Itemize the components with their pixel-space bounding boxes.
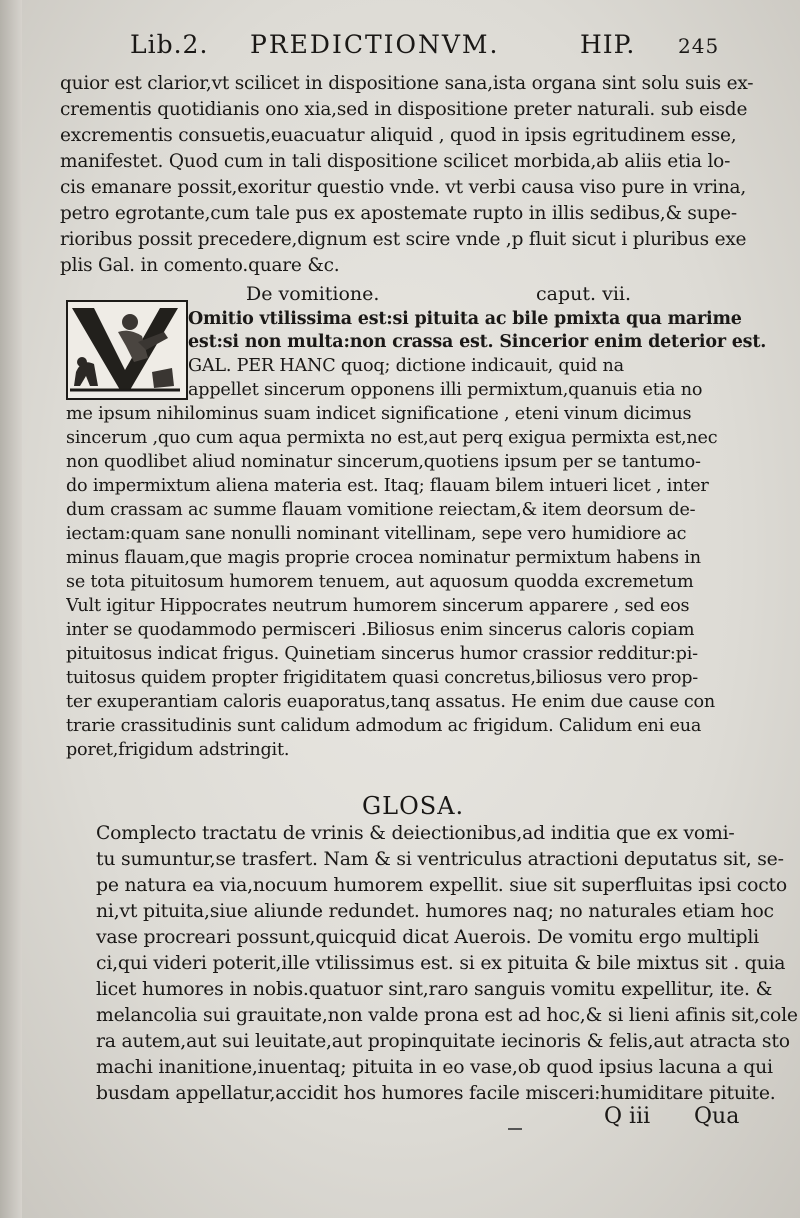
author-abbrev: HIP.: [580, 30, 636, 59]
gloss-line: ni,vt pituita,siue aliunde redundet. humores naq; no naturales etiam hoc: [96, 901, 774, 922]
text-line: rioribus possit precedere,dignum est scire vnde ,p fluit sicut i pluribus exe: [60, 229, 747, 250]
text-line: minus flauam,que magis proprie crocea nominatur permixtum habens in: [66, 548, 701, 568]
text-line: dum crassam ac summe flauam vomitione reiectam,& item deorsum de-: [66, 500, 696, 520]
gloss-line: busdam appellatur,accidit hos humores facile misceri:humiditare pituite.: [96, 1083, 776, 1104]
text-line: petro egrotante,cum tale pus ex apostemate rupto in illis sedibus,& supe-: [60, 203, 737, 224]
gloss-line: vase procreari possunt,quicquid dicat Auerois. De vomitu ergo multipli: [96, 927, 759, 948]
text-line: crementis quotidianis ono xia,sed in dispositione preter naturali. sub eisde: [60, 99, 748, 120]
text-line: tuitosus quidem propter frigiditatem quasi concretus,biliosus vero prop-: [66, 668, 699, 688]
gloss-line: pe natura ea via,nocuum humorem expellit. siue sit superfluitas ipsi cocto: [96, 875, 787, 896]
text-line: GAL. PER HANC quoq; dictione indicauit, quid na: [188, 356, 624, 376]
gloss-heading: GLOSA.: [362, 792, 465, 820]
gloss-line: tu sumuntur,se trasfert. Nam & si ventriculus atractioni deputatus sit, se-: [96, 849, 784, 870]
text-line: manifestet. Quod cum in tali dispositione scilicet morbida,ab aliis etia lo-: [60, 151, 731, 172]
text-line: ter exuperantiam caloris euaporatus,tanq assatus. He enim due cause con: [66, 692, 716, 712]
text-line: non quodlibet aliud nominatur sincerum,quotiens ipsum per se tantumo-: [66, 452, 701, 472]
aphorism-line: Omitio vtilissima est:si pituita ac bile pmixta qua marime: [188, 309, 742, 329]
initial-v-woodcut-icon: [66, 300, 188, 400]
text-line: plis Gal. in comento.quare &c.: [60, 255, 340, 276]
signature-mark: Q iii: [604, 1104, 651, 1129]
chapter-number: caput. vii.: [536, 283, 632, 305]
page-number: 245: [678, 34, 720, 58]
chapter-title: De vomitione.: [246, 283, 380, 305]
text-line: iectam:quam sane nonulli nominant vitellinam, sepe vero humidiore ac: [66, 524, 687, 544]
text-line: poret,frigidum adstringit.: [66, 740, 290, 760]
text-line: sincerum ,quo cum aqua permixta no est,aut perq exigua permixta est,nec: [66, 428, 718, 448]
text-line: Vult igitur Hippocrates neutrum humorem sincerum apparere , sed eos: [66, 596, 690, 616]
gloss-line: machi inanitione,inuentaq; pituita in eo vase,ob quod ipsius lacuna a qui: [96, 1057, 773, 1078]
running-title: PREDICTIONVM.: [250, 30, 500, 59]
text-line: cis emanare possit,exoritur questio vnde. vt verbi causa viso pure in vrina,: [60, 177, 747, 198]
text-line: se tota pituitosum humorem tenuem, aut aquosum quodda excremetum: [66, 572, 694, 592]
text-line: pituitosus indicat frigus. Quinetiam sincerus humor crassior redditur:pi-: [66, 644, 698, 664]
text-line: excrementis consuetis,euacuatur aliquid , quod in ipsis egritudinem esse,: [60, 125, 737, 146]
gloss-line: Complecto tractatu de vrinis & deiectionibus,ad inditia que ex vomi-: [96, 823, 735, 844]
gloss-line: melancolia sui grauitate,non valde prona est ad hoc,& si lieni afinis sit,cole: [96, 1005, 798, 1026]
running-header: [0, 30, 800, 64]
text-line: quior est clarior,vt scilicet in dispositione sana,ista organa sint solu suis ex-: [60, 73, 754, 94]
text-line: trarie crassitudinis sunt calidum admodum ac frigidum. Calidum eni eua: [66, 716, 702, 736]
gloss-line: ra autem,aut sui leuitate,aut propinquitate iecinoris & felis,aut atracta sto: [96, 1031, 790, 1052]
text-line: me ipsum nihilominus suam indicet significatione , eteni vinum dicimus: [66, 404, 692, 424]
text-line: appellet sincerum opponens illi permixtum,quanuis etia no: [188, 380, 703, 400]
text-line: inter se quodammodo permisceri .Biliosus enim sincerus caloris copiam: [66, 620, 695, 640]
aphorism-line: est:si non multa:non crassa est. Sincerior enim deterior est.: [188, 332, 767, 352]
divider: [508, 1128, 522, 1130]
gloss-line: licet humores in nobis.quatuor sint,raro sanguis vomitu expellitur, ite. &: [96, 979, 773, 1000]
book-number: Lib.2.: [130, 30, 209, 59]
gloss-line: ci,qui videri poterit,ille vtilissimus est. si ex pituita & bile mixtus sit . quia: [96, 953, 786, 974]
woodcut-illustration: [68, 302, 182, 394]
catchword: Qua: [694, 1104, 740, 1129]
text-line: do impermixtum aliena materia est. Itaq; flauam bilem intueri licet , inter: [66, 476, 709, 496]
